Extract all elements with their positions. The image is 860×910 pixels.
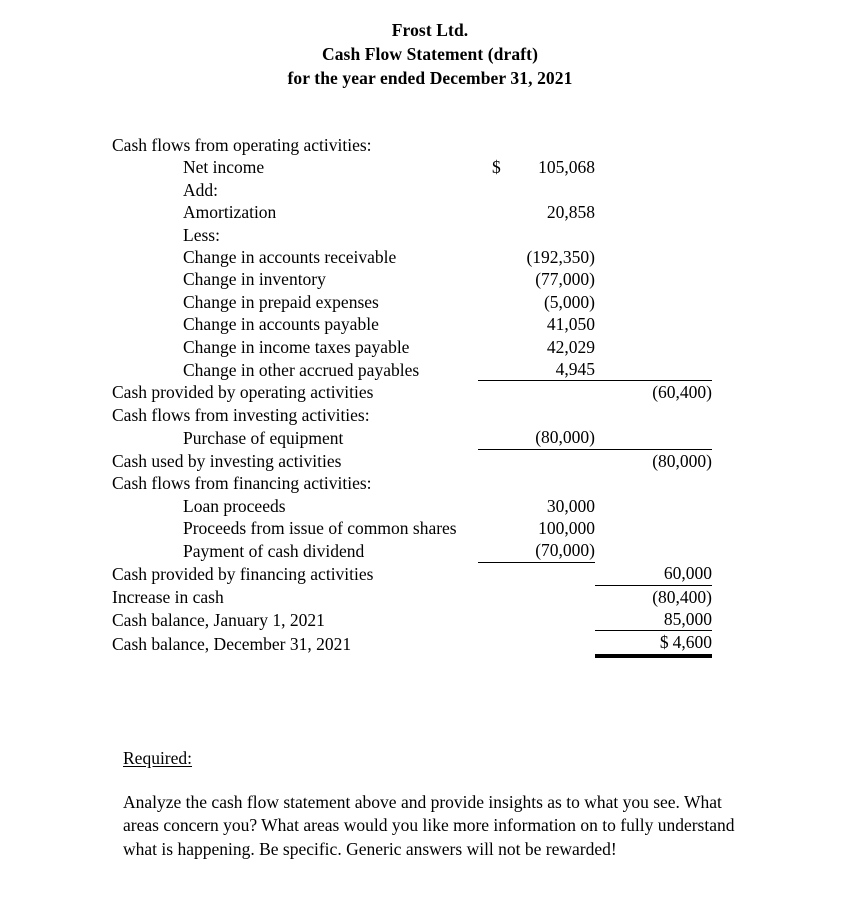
row-label: Cash balance, January 1, 2021 [112, 609, 325, 630]
row-value-col2 [595, 313, 712, 335]
row-value-col1 [478, 472, 595, 494]
required-body-text: Analyze the cash flow statement above and provide insights as to what you see. What areas concern you? What areas would you like more information on to fully understand what is happening. Be specific. Generic answers will not be rewarded! [123, 791, 735, 859]
statement-name: Cash Flow Statement (draft) [321, 44, 539, 64]
row-value-col2 [595, 495, 712, 517]
table-row [112, 134, 712, 156]
row-value-col2 [595, 404, 712, 426]
row-label: Cash used by investing activities [112, 450, 342, 471]
row-value-col1: 100,000 [538, 517, 595, 538]
table-row [112, 179, 712, 201]
row-value-col2: (60,400) [595, 381, 712, 404]
row-value-col1 [478, 608, 595, 631]
table-row [112, 336, 712, 358]
table-row [112, 246, 712, 268]
row-value-col1: (80,000) [535, 427, 595, 448]
table-row [112, 426, 712, 449]
row-label: Cash flows from investing activities: [112, 404, 370, 425]
currency-symbol: $ [659, 632, 669, 653]
row-value-col1: 41,050 [546, 314, 595, 335]
row-value-col2: (80,000) [595, 449, 712, 472]
row-label: Cash provided by financing activities [112, 563, 374, 584]
row-label: Net income [183, 157, 265, 178]
row-value-col1 [478, 381, 595, 404]
table-row [112, 358, 712, 381]
row-value-col1 [478, 449, 595, 472]
statement-body [112, 134, 712, 656]
row-label: Change in accounts payable [183, 314, 379, 335]
row-label: Change in prepaid expenses [183, 291, 379, 312]
row-value-col1 [478, 562, 595, 585]
row-value-col1 [478, 585, 595, 608]
row-label: Cash flows from operating activities: [112, 135, 372, 155]
table-row [112, 472, 712, 494]
row-value-col2 [595, 179, 712, 201]
table-row-subtotal [112, 585, 712, 608]
row-value-col1: (77,000) [535, 269, 595, 290]
row-label: Less: [183, 224, 220, 245]
row-label: Purchase of equipment [183, 427, 344, 448]
table-row [112, 201, 712, 223]
row-label: Proceeds from issue of common shares [183, 517, 457, 538]
row-value-col1: 4,945 [555, 359, 595, 380]
row-value-col2 [595, 224, 712, 246]
row-value-col2 [595, 539, 712, 562]
table-row [112, 291, 712, 313]
row-label: Increase in cash [112, 586, 224, 607]
row-value-col1: (192,350) [526, 247, 595, 268]
row-label: Loan proceeds [183, 495, 286, 516]
row-value-col1: (70,000) [535, 540, 595, 561]
row-value-col2: 85,000 [663, 609, 712, 630]
row-value-col1: 20,858 [546, 202, 595, 223]
row-label: Cash flows from financing activities: [112, 473, 372, 494]
table-row [112, 313, 712, 335]
row-value-col2 [595, 201, 712, 223]
row-value-col2 [595, 291, 712, 313]
table-row [112, 517, 712, 539]
table-row [112, 268, 712, 290]
row-value-col2 [595, 268, 712, 290]
row-value-col2 [595, 336, 712, 358]
table-row-subtotal [112, 562, 712, 585]
statement-period: for the year ended December 31, 2021 [287, 68, 573, 88]
row-value-col2: (80,400) [595, 585, 712, 608]
currency-symbol: $ [492, 157, 501, 178]
row-value-col1 [478, 404, 595, 426]
row-value-col1 [478, 156, 595, 178]
statement-title-block [0, 0, 860, 90]
table-row [112, 608, 712, 631]
table-row-subtotal [112, 381, 712, 404]
row-value-col1 [478, 179, 595, 201]
row-label: Cash balance, December 31, 2021 [112, 634, 352, 655]
required-heading: Required: [123, 748, 193, 768]
required-section [123, 747, 743, 861]
row-label: Cash provided by operating activities [112, 382, 374, 403]
row-label: Amortization [183, 202, 277, 223]
table-row-total [112, 631, 712, 656]
row-value-col2 [595, 358, 712, 381]
company-name: Frost Ltd. [391, 20, 469, 40]
row-value-col2 [595, 472, 712, 494]
row-value-col1 [478, 134, 595, 156]
row-label: Change in income taxes payable [183, 336, 410, 357]
row-amount: 105,068 [538, 157, 595, 178]
row-value-col2 [595, 156, 712, 178]
row-value-col2 [595, 631, 712, 656]
table-row-subtotal [112, 449, 712, 472]
row-value-col2 [595, 246, 712, 268]
row-amount: 4,600 [672, 632, 712, 653]
row-label: Change in accounts receivable [183, 247, 397, 268]
row-value-col1 [478, 224, 595, 246]
row-label: Change in inventory [183, 269, 326, 290]
row-value-col2 [595, 134, 712, 156]
row-value-col2 [595, 517, 712, 539]
table-row [112, 156, 712, 178]
table-row [112, 495, 712, 517]
row-label: Payment of cash dividend [183, 540, 365, 561]
row-value-col1: (5,000) [543, 291, 595, 312]
row-label: Change in other accrued payables [183, 359, 420, 380]
table-row [112, 539, 712, 562]
row-value-col1: 42,029 [546, 336, 595, 357]
cash-flow-statement-table [112, 134, 712, 658]
required-body [123, 791, 743, 862]
row-value-col1 [478, 631, 595, 656]
row-value-col2: 60,000 [663, 563, 712, 584]
table-row [112, 404, 712, 426]
row-value-col1: 30,000 [546, 495, 595, 516]
table-row [112, 224, 712, 246]
row-label: Add: [183, 179, 218, 200]
row-value-col2 [595, 426, 712, 449]
